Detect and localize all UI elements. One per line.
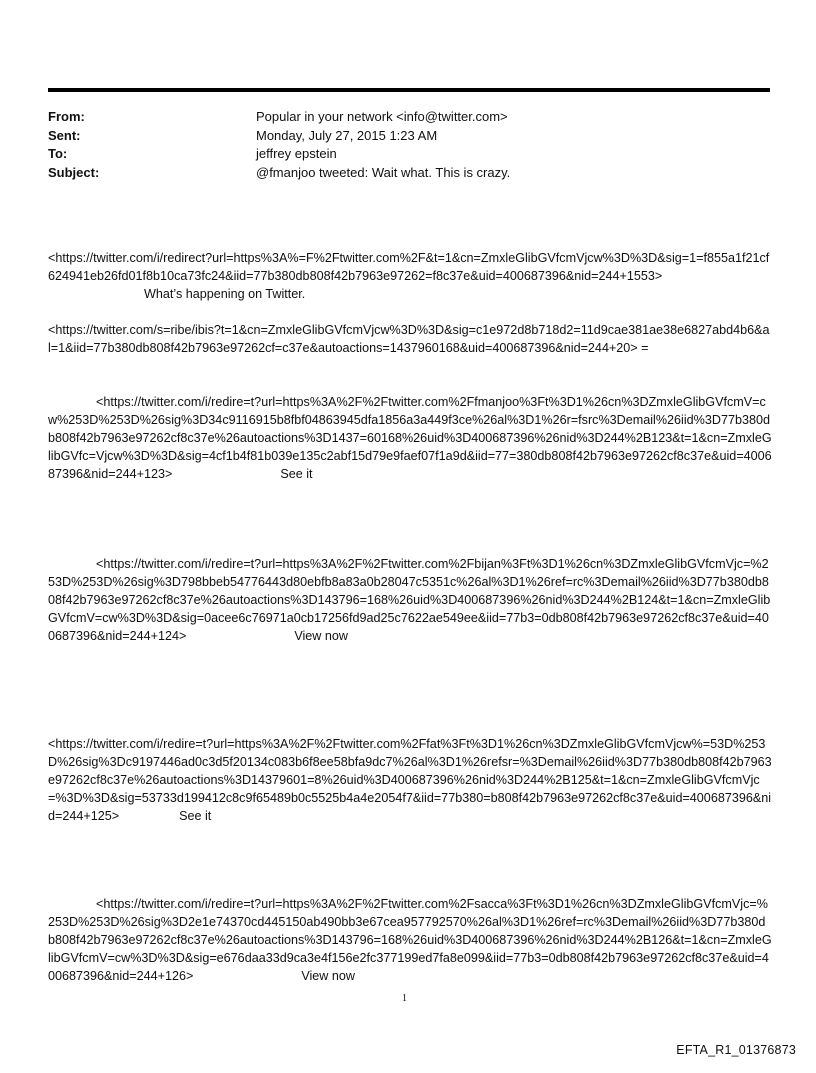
whats-happening-caption: What’s happening on Twitter.	[144, 287, 306, 301]
redirect-link-3	[48, 393, 772, 483]
see-it-link-1[interactable]: See it	[280, 467, 313, 481]
to-value: jeffrey epstein	[256, 146, 337, 161]
sent-label: Sent:	[48, 127, 81, 143]
subject-label: Subject:	[48, 164, 100, 180]
subject-value: @fmanjoo tweeted: Wait what. This is crazy.	[256, 164, 511, 180]
document-id: EFTA_R1_01376873	[676, 1043, 796, 1057]
redirect-link-5	[48, 735, 772, 825]
subject-row	[48, 164, 770, 183]
link-text-5: <https://twitter.com/i/redire=t?url=https%3A%2F%2Ftwitter.com%2Ffat%3Ft%3D1%26cn%3DZmxleGlibGVfcmVjcw%=53D%253D%26sig%3Dc9197446ad0c3d5f20134c083b6f8ee58bfa9dc7%26al%3D1%26refsr=%3Demail%26iid%3D77b380db808f42b7963e97262cf8c37e%26autoactions%3D14379601=8%26uid%3D400687396%26nid%3D244%2B125&t=1&cn=ZmxleGlibGVfcmVjc=%3D%3D&sig=53733d199412c8c9f65489b0c5525b4a4e2054f7&iid=77b380=b808f42b7963e97262cf8c37e&uid=400687396&nid=244+125>	[48, 737, 772, 823]
link-text-1: <https://twitter.com/i/redirect?url=https%3A%=F%2Ftwitter.com%2F&t=1&cn=ZmxleGlibGVfcmVjcw%3D%3D&sig=1=f855a1f21cf624941eb26fd01f8b10ca73fc24&iid=77b380db808f42b7963e97262=f8c37e&uid=400687396&nid=244+1553>	[48, 251, 770, 283]
from-value: Popular in your network <info@twitter.com>	[256, 109, 508, 124]
redirect-link-2	[48, 321, 772, 357]
link-text-4: <https://twitter.com/i/redire=t?url=https%3A%2F%2Ftwitter.com%2Fbijan%3Ft%3D1%26cn%3DZmxleGlibGVfcmVjc=%253D%253D%26sig%3D798bbeb54776443d80ebfb8a83a0b28047c5351c%26al%3D1%26ref=rc%3Demail%26iid%3D77b380db808f42b7963e97262cf8c37e%26autoactions%3D143796=168%26uid%3D400687396%26nid%3D244%2B124&t=1&cn=ZmxleGlibGVfcmV=cw%3D%3D&sig=0acee6c76971a0cb17256fd9ad25c7622ae549ee&iid=77b3=0db808f42b7963e97262cf8c37e&uid=400687396&nid=244+124>	[48, 557, 771, 643]
from-row	[48, 108, 770, 127]
email-header	[48, 108, 770, 182]
redirect-link-1	[48, 249, 772, 285]
page-number: 1	[402, 993, 407, 1004]
to-row	[48, 145, 770, 164]
sent-row	[48, 127, 770, 146]
view-now-link-1[interactable]: View now	[294, 629, 348, 643]
redirect-link-6	[48, 895, 772, 985]
redirect-link-4	[48, 555, 772, 645]
to-label: To:	[48, 146, 68, 161]
sent-value: Monday, July 27, 2015 1:23 AM	[256, 127, 438, 143]
link-text-3: <https://twitter.com/i/redire=t?url=https%3A%2F%2Ftwitter.com%2Ffmanjoo%3Ft%3D1%26cn%3DZmxleGlibGVfcmV=cw%253D%253D%26sig%3D34c9116915b8fbf04863945dfa1856a3a449f3ce%26al%3D1%26r=fsrc%3Demail%26iid%3D77b380db808f42b7963e97262cf8c37e%26autoactions%3D1437=60168%26uid%3D400687396%26nid%3D244%2B123&t=1&cn=ZmxleGlibGVfc=Vjcw%3D%3D&sig=4cf1b4f81b039e135c2abf15d79e9faef07f1a9d&iid=77=380db808f42b7963e97262cf8c37e&uid=400687396&nid=244+123>	[48, 395, 772, 481]
see-it-link-2[interactable]: See it	[179, 809, 212, 823]
view-now-link-2[interactable]: View now	[301, 969, 355, 983]
header-rule	[48, 88, 770, 92]
from-label: From:	[48, 109, 85, 124]
link-text-2: <https://twitter.com/s=ribe/ibis?t=1&cn=ZmxleGlibGVfcmVjcw%3D%3D&sig=c1e972d8b718d2=11d9cae381ae38e6827abd4b6&al=1&iid=77b380db808f42b7963e97262cf=c37e&autoactions=1437960168&uid=400687396&nid=244+20> =	[48, 323, 770, 355]
link-text-6: <https://twitter.com/i/redire=t?url=https%3A%2F%2Ftwitter.com%2Fsacca%3Ft%3D1%26cn%3DZmxleGlibGVfcmVjc=%253D%253D%26sig%3D2e1e74370cd445150ab490bb3e67cea957792570%26al%3D1%26ref=rc%3Demail%26iid%3D77b380db808f42b7963e97262cf8c37e%26autoactions%3D143796=168%26uid%3D400687396%26nid%3D244%2B126&t=1&cn=ZmxleGlibGVfcmV=cw%3D%3D&sig=e676daa33d9ca3e4f156e2fc377199ed7fa8e099&iid=77b3=0db808f42b7963e97262cf8c37e&uid=400687396&nid=244+126>	[48, 897, 772, 983]
